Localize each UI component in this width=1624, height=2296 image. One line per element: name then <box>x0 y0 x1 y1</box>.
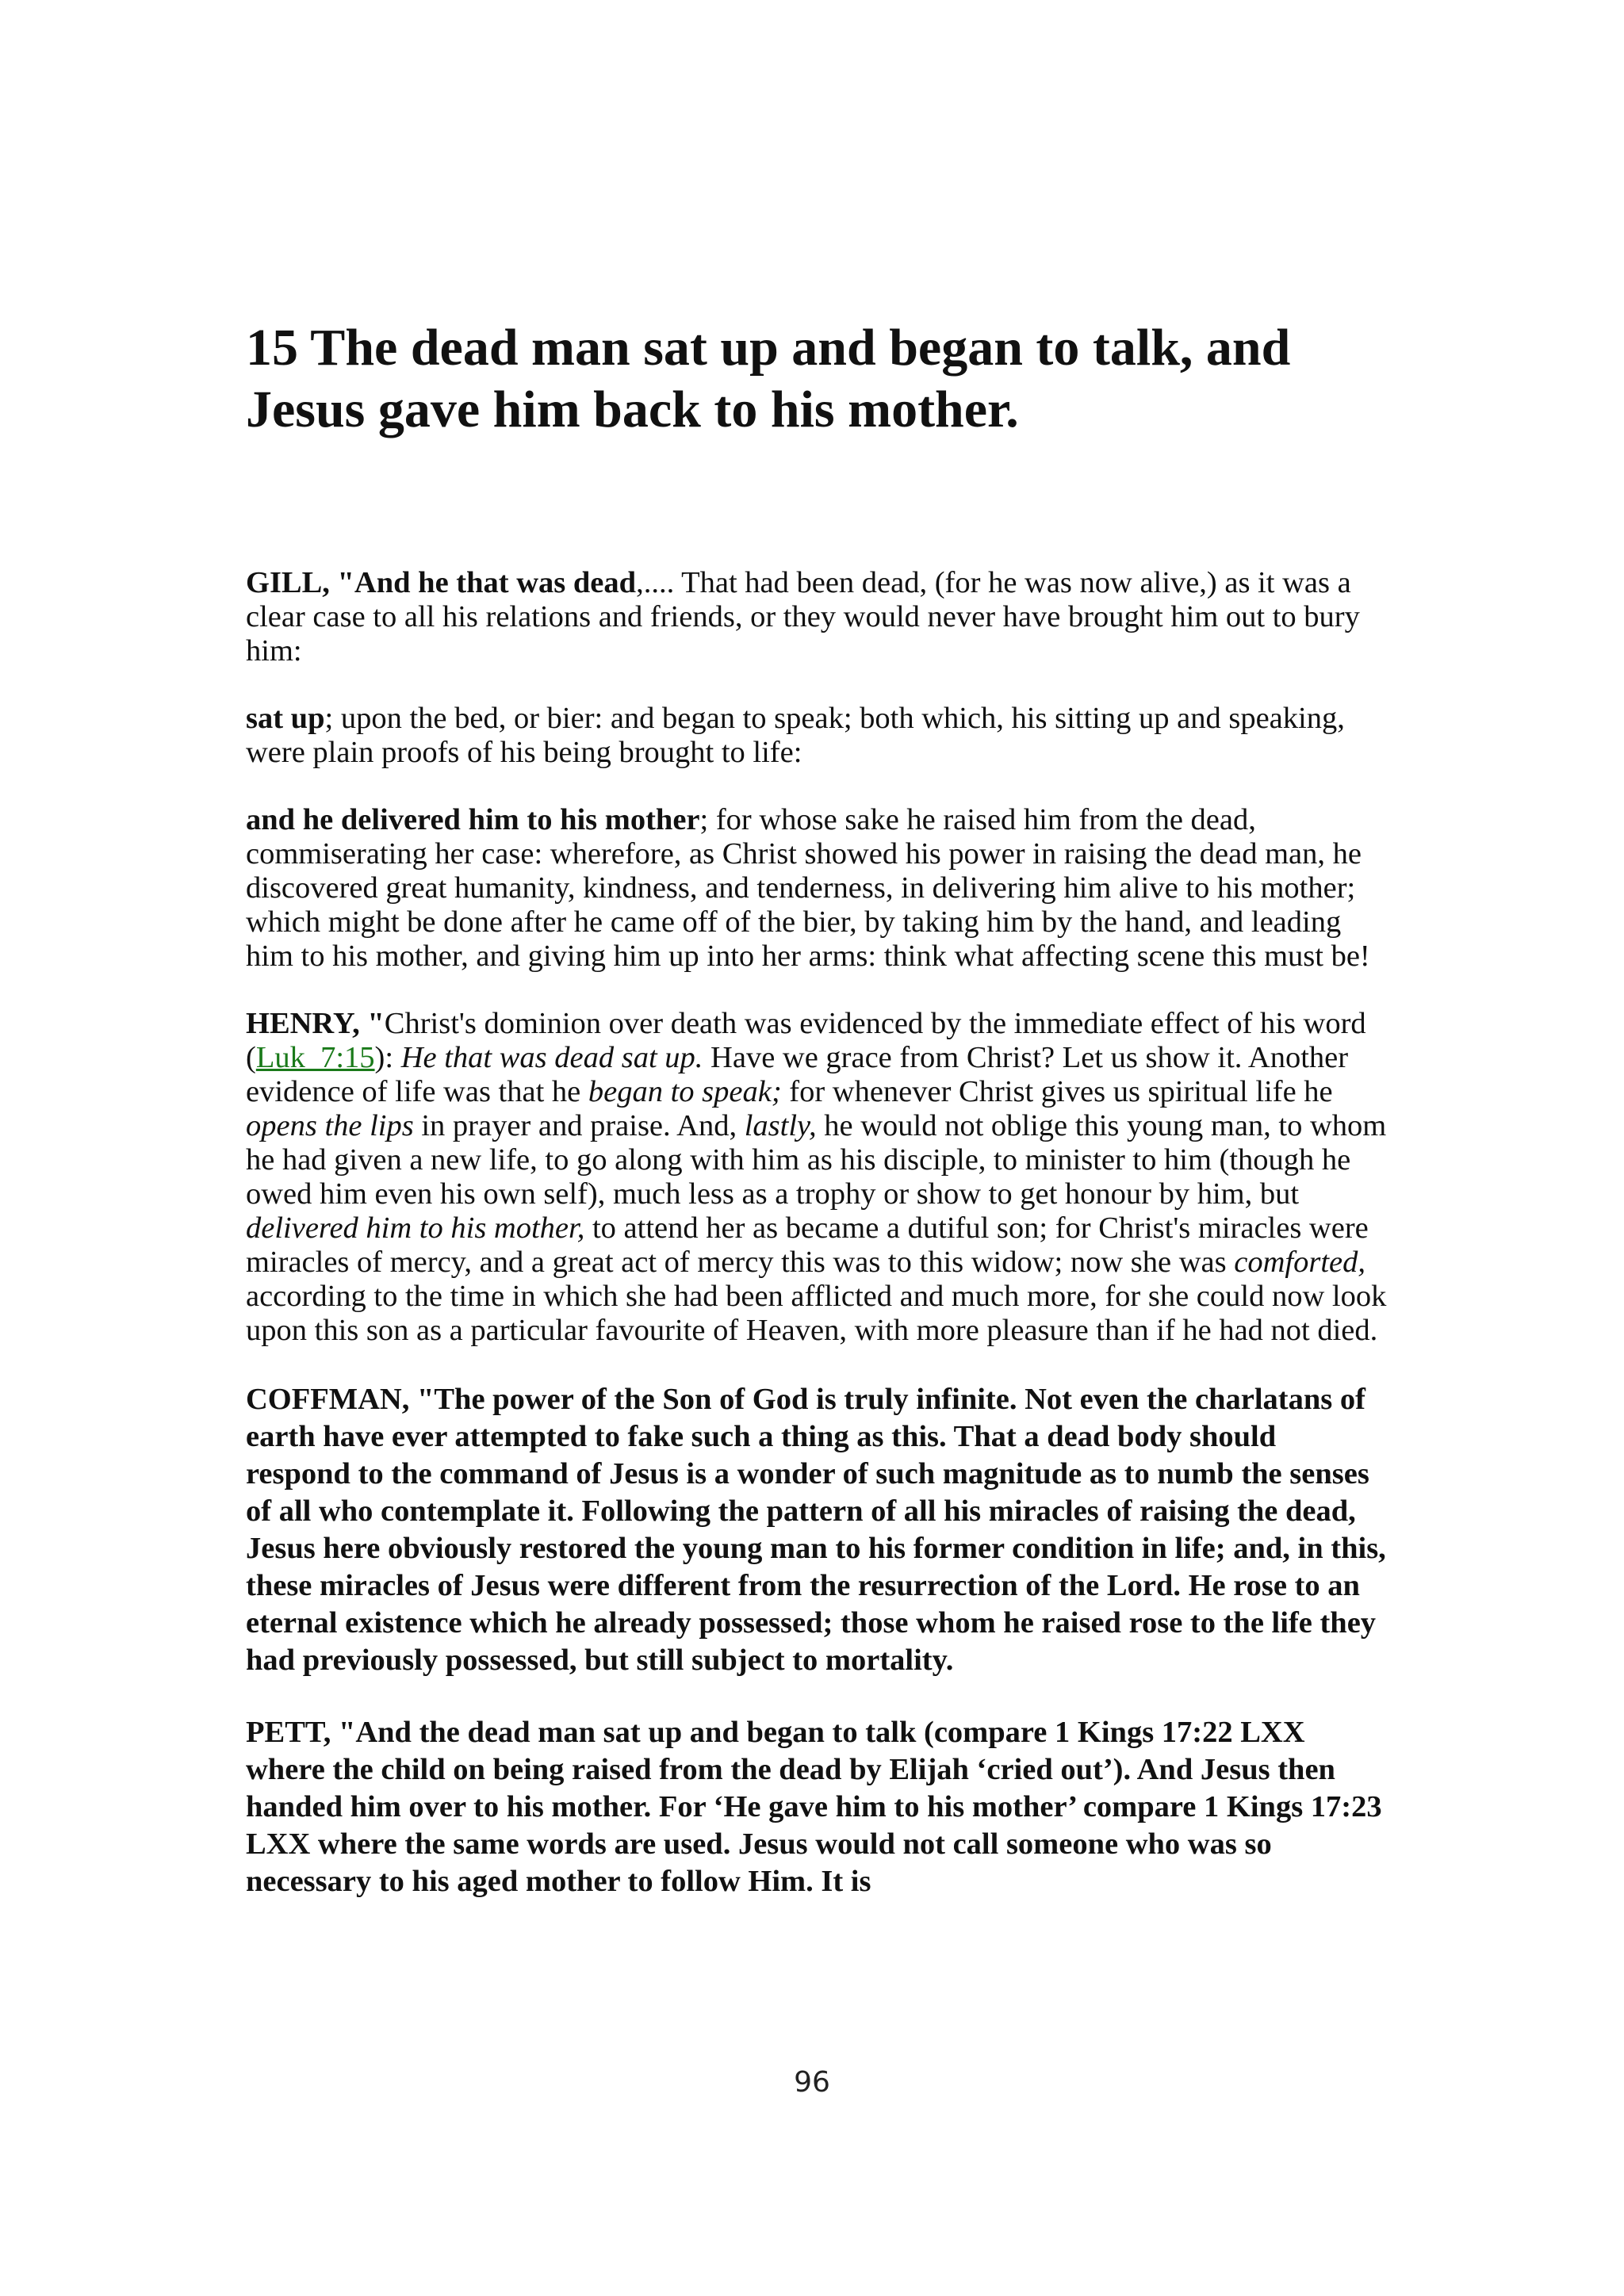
henry-author: HENRY, " <box>246 1007 385 1040</box>
gill-text-2: ; upon the bed, or bier: and began to speak; both which, his sitting up and speaking, were plain proofs of his being brought to life: <box>246 702 1345 769</box>
gill-paragraph-2 <box>246 702 1388 770</box>
henry-text-1: Christ's dominion over death was evidenced by the immediate effect of his word ( <box>246 1007 1366 1074</box>
henry-text-6: he would not oblige this young man, to whom he had given a new life, to go along with him as his disciple, to minister to him (though he owed him even his own self), much less as a trophy or show to get honour by him, but <box>246 1109 1387 1211</box>
pett-paragraph: PETT, "And the dead man sat up and began to talk (compare 1 Kings 17:22 LXX where the child on being raised from the dead by Elijah ‘cried out’). And Jesus then handed him over to his mother. For ‘He gave him to his mother’ compare 1 Kings 17:23 LXX where the same words are used. Jesus would not call someone who was so necessary to his aged mother to follow Him. It is <box>246 1716 1382 1898</box>
henry-italic-5: delivered him to his mother, <box>246 1211 585 1245</box>
gill-lead-3: and he delivered him to his mother <box>246 803 700 836</box>
henry-text-8: according to the time in which she had been afflicted and much more, for she could now look upon this son as a particular favourite of Heaven, with more pleasure than if he had not died. <box>246 1280 1387 1347</box>
verse-heading-line-1: 15 The dead man sat up and began to talk, and <box>246 319 1291 377</box>
gill-author: GILL, " <box>246 566 354 599</box>
henry-paragraph <box>246 1007 1388 1348</box>
henry-text-4: for whenever Christ gives us spiritual life he <box>781 1075 1333 1108</box>
commentary-body <box>246 566 1388 1900</box>
gill-paragraph-3 <box>246 803 1388 974</box>
henry-italic-4: lastly, <box>744 1109 817 1142</box>
scripture-link-luke-7-15[interactable]: Luk_7:15 <box>255 1041 375 1074</box>
verse-heading-line-2: Jesus gave him back to his mother. <box>246 381 1019 438</box>
henry-text-2: ): <box>374 1041 401 1074</box>
coffman-paragraph: COFFMAN, "The power of the Son of God is truly infinite. Not even the charlatans of earth have ever attempted to fake such a thing as this. That a dead body should respond to the command of Jesus is a wonder of such magnitude as to numb the senses of all who contemplate it. Following the pattern of all his miracles of raising the dead, Jesus here obviously restored the young man to his former condition in life; and, in this, these miracles of Jesus were different from the resurrection of the Lord. He rose to an eternal existence which he already possessed; those whom he raised rose to the life they had previously possessed, but still subject to mortality. <box>246 1383 1386 1677</box>
henry-text-7: to attend her as became a dutiful son; for Christ's miracles were miracles of mercy, and a great act of mercy this was to this widow; now she was <box>246 1211 1369 1279</box>
gill-lead-2: sat up <box>246 702 325 735</box>
gill-lead-1: And he that was dead <box>354 566 637 599</box>
gill-paragraph-1 <box>246 566 1388 668</box>
gill-text-1: ,.... That had been dead, (for he was now alive,) as it was a clear case to all his relations and friends, or they would never have brought him out to bury him: <box>246 566 1360 668</box>
henry-italic-1: He that was dead sat up. <box>400 1041 703 1074</box>
henry-italic-6: comforted, <box>1234 1246 1365 1279</box>
page-content <box>246 317 1388 1935</box>
henry-italic-3: opens the lips <box>246 1109 414 1142</box>
page-number: 96 <box>794 2066 830 2099</box>
henry-text-3: Have we grace from Christ? Let us show it. Another evidence of life was that he <box>246 1041 1349 1108</box>
henry-italic-2: began to speak; <box>588 1075 782 1108</box>
henry-text-5: in prayer and praise. And, <box>413 1109 745 1142</box>
verse-heading <box>246 317 1388 441</box>
gill-text-3: ; for whose sake he raised him from the dead, commiserating her case: wherefore, as Christ showed his power in raising the dead man, he discovered great humanity, kindness, and tenderness, in delivering him alive to his mother; which might be done after he came off of the bier, by taking him by the hand, and leading him to his mother, and giving him up into her arms: think what affecting scene this must be! <box>246 803 1370 973</box>
